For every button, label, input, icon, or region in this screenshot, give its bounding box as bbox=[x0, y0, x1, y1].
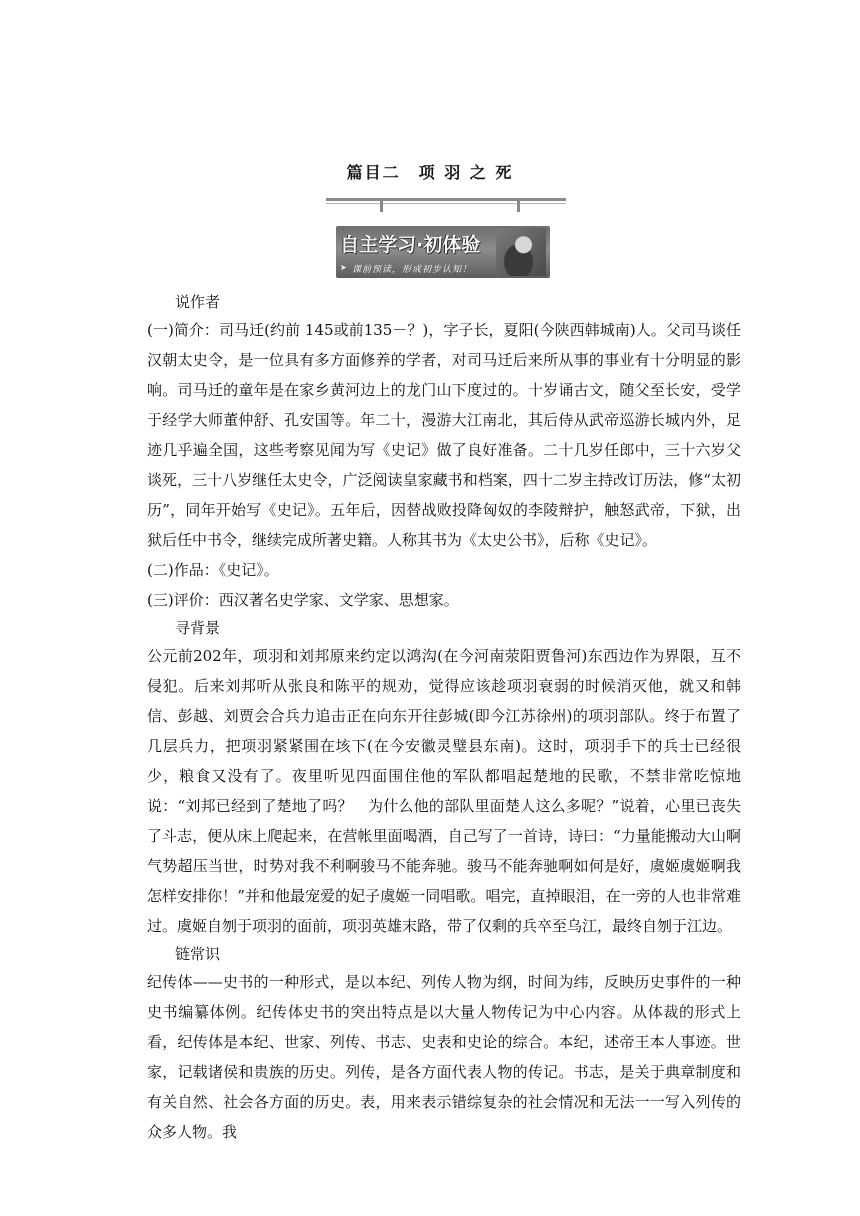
author-evaluation-paragraph: (三)评价：西汉著名史学家、文学家、思想家。 bbox=[147, 591, 459, 609]
title-divider-thin bbox=[326, 203, 566, 204]
title-divider bbox=[326, 198, 566, 201]
section-heading-background: 寻背景 bbox=[175, 619, 221, 637]
section-heading-author: 说作者 bbox=[175, 293, 221, 311]
section-banner bbox=[336, 226, 550, 278]
banner-figure-image bbox=[496, 228, 546, 276]
knowledge-paragraph: 纪传体——史书的一种形式，是以本纪、列传人物为纲，时间为纬，反映历史事件的一种史书编纂体例。纪传体史书的突出特点是以大量人物传记为中心内容。从体裁的形式上看，纪传体是本纪、世家、列传、书志、史表和史论的综合。本纪，述帝王本人事迹。世家，记载诸侯和贵族的历史。列传，是各方面代表人物的传记。书志，是关于典章制度和有关自然、社会各方面的历史。表，用来表示错综复杂的社会情况和无法一一写入列传的众多人物。我 bbox=[147, 973, 741, 1141]
section-heading-knowledge: 链常识 bbox=[175, 945, 221, 963]
author-intro-paragraph: (一)简介：司马迁(约前 145或前135－？)，字子长，夏阳(今陕西韩城南)人。父司马谈任汉朝太史令，是一位具有多方面修养的学者，对司马迁后来所从事的事业有十分明显的影响。司马迁的童年是在家乡黄河边上的龙门山下度过的。十岁诵古文，随父至长安，受学于经学大师董仲舒、孔安国等。年二十，漫游大江南北，其后侍从武帝巡游长城内外，足迹几乎遍全国，这些考察见闻为写《史记》做了良好准备。二十几岁任郎中，三十六岁父谈死，三十八岁继任太史令，广泛阅读皇家藏书和档案，四十二岁主持改订历法，修“太初历”，同年开始写《史记》。五年后，因替战败投降匈奴的李陵辩护，触怒武帝，下狱，出狱后任中书令，继续完成所著史籍。人称其书为《太史公书》，后称《史记》。 bbox=[147, 321, 741, 549]
banner-subtitle: 课前预读，形成初步认知！ bbox=[352, 265, 473, 275]
divider-notch-right bbox=[517, 198, 520, 212]
background-paragraph: 公元前202年，项羽和刘邦原来约定以鸿沟(在今河南荥阳贾鲁河)东西边作为界限，互不侵犯。后来刘邦听从张良和陈平的规劝，觉得应该趁项羽衰弱的时候消灭他，就又和韩信、彭越、刘贾会合兵力追击正在向东开往彭城(即今江苏徐州)的项羽部队。终于布置了几层兵力，把项羽紧紧围在垓下(在今安徽灵璧县东南)。这时，项羽手下的兵士已经很少，粮食又没有了。夜里听见四面围住他的军队都唱起楚地的民歌，不禁非常吃惊地说：“刘邦已经到了楚地了吗？ 为什么他的部队里面楚人这么多呢？”说着，心里已丧失了斗志，便从床上爬起来，在营帐里面喝酒，自己写了一首诗，诗曰：“力量能搬动大山啊气势超压当世，时势对我不利啊骏马不能奔驰。骏马不能奔驰啊如何是好，虞姬虞姬啊我怎样安排你！”并和他最宠爱的妃子虞姬一同唱歌。唱完，直掉眼泪，在一旁的人也非常难过。虞姬自刎于项羽的面前，项羽英雄末路，带了仅剩的兵卒至乌江，最终自刎于江边。 bbox=[147, 647, 741, 935]
divider-notch-left bbox=[380, 198, 383, 212]
banner-title: 自主学习·初体验 bbox=[340, 234, 481, 256]
lesson-title: 篇目二 项 羽 之 死 bbox=[346, 163, 514, 182]
author-works-paragraph: (二)作品：《史记》。 bbox=[147, 561, 279, 579]
arrow-icon: ➤ bbox=[340, 263, 347, 272]
